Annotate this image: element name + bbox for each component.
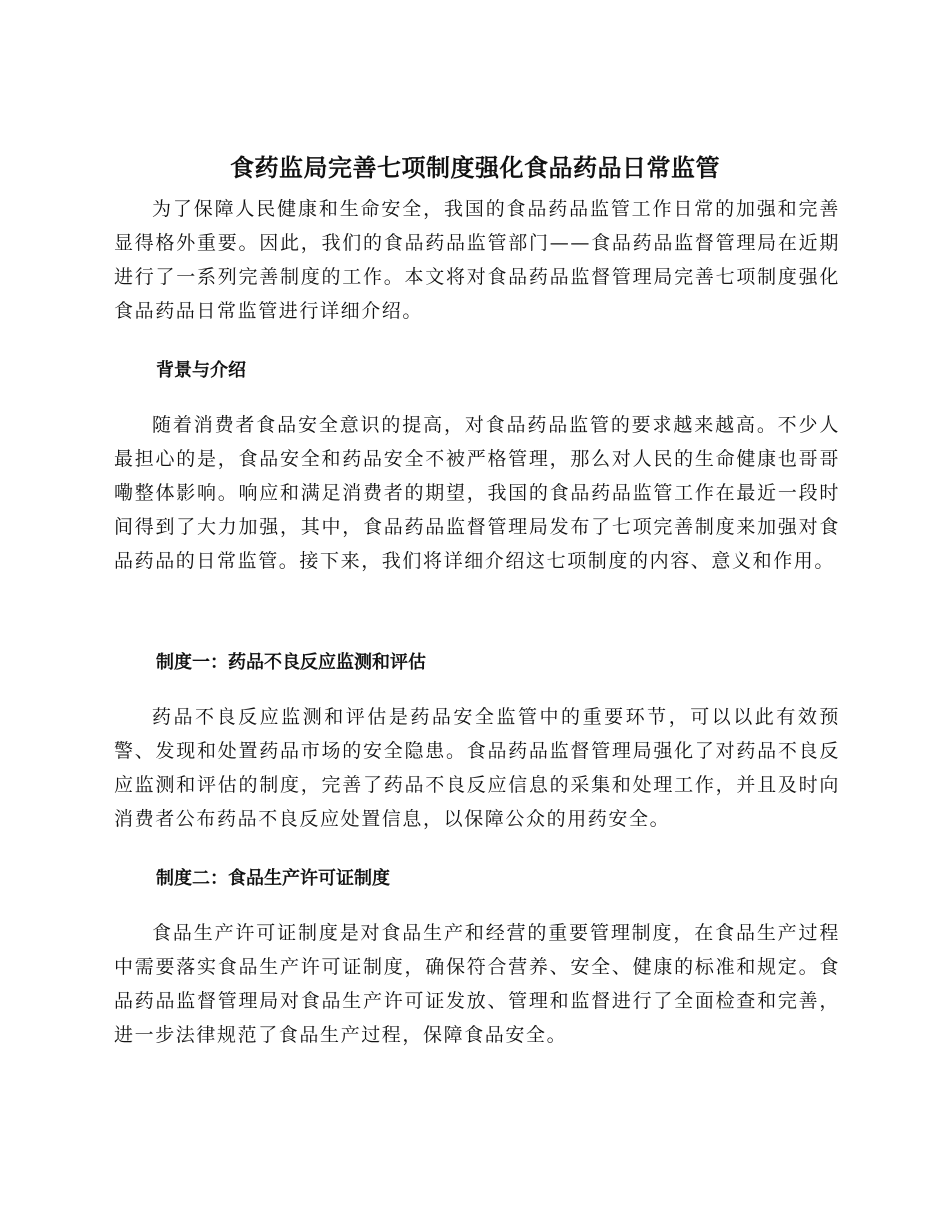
- section-heading-system-one: 制度一：药品不良反应监测和评估: [156, 652, 426, 673]
- section-heading-system-two: 制度二：食品生产许可证制度: [156, 868, 390, 889]
- section-heading-background: 背景与介绍: [156, 360, 246, 381]
- section-body-system-one: 药品不良反应监测和评估是药品安全监管中的重要环节，可以以此有效预警、发现和处置药品市场的安全隐患。食品药品监督管理局强化了对药品不良反应监测和评估的制度，完善了药品不良反应信息的采集和处理工作，并且及时向消费者公布药品不良反应处置信息，以保障公众的用药安全。: [114, 706, 840, 830]
- section-body-background: 随着消费者食品安全意识的提高，对食品药品监管的要求越来越高。不少人最担心的是，食品安全和药品安全不被严格管理，那么对人民的生命健康也哥哥嘞整体影响。响应和满足消费者的期望，我国的食品药品监管工作在最近一段时间得到了大力加强，其中，食品药品监督管理局发布了七项完善制度来加强对食品药品的日常监管。接下来，我们将详细介绍这七项制度的内容、意义和作用。: [114, 414, 840, 572]
- section-body-system-two: 食品生产许可证制度是对食品生产和经营的重要管理制度，在食品生产过程中需要落实食品生产许可证制度，确保符合营养、安全、健康的标准和规定。食品药品监督管理局对食品生产许可证发放、管理和监督进行了全面检查和完善，进一步法律规范了食品生产过程，保障食品安全。: [114, 922, 840, 1046]
- intro-paragraph: 为了保障人民健康和生命安全，我国的食品药品监管工作日常的加强和完善显得格外重要。因此，我们的食品药品监管部门——食品药品监督管理局在近期进行了一系列完善制度的工作。本文将对食品药品监督管理局完善七项制度强化食品药品日常监管进行详细介绍。: [114, 198, 840, 322]
- document-title: 食药监局完善七项制度强化食品药品日常监管: [230, 154, 720, 182]
